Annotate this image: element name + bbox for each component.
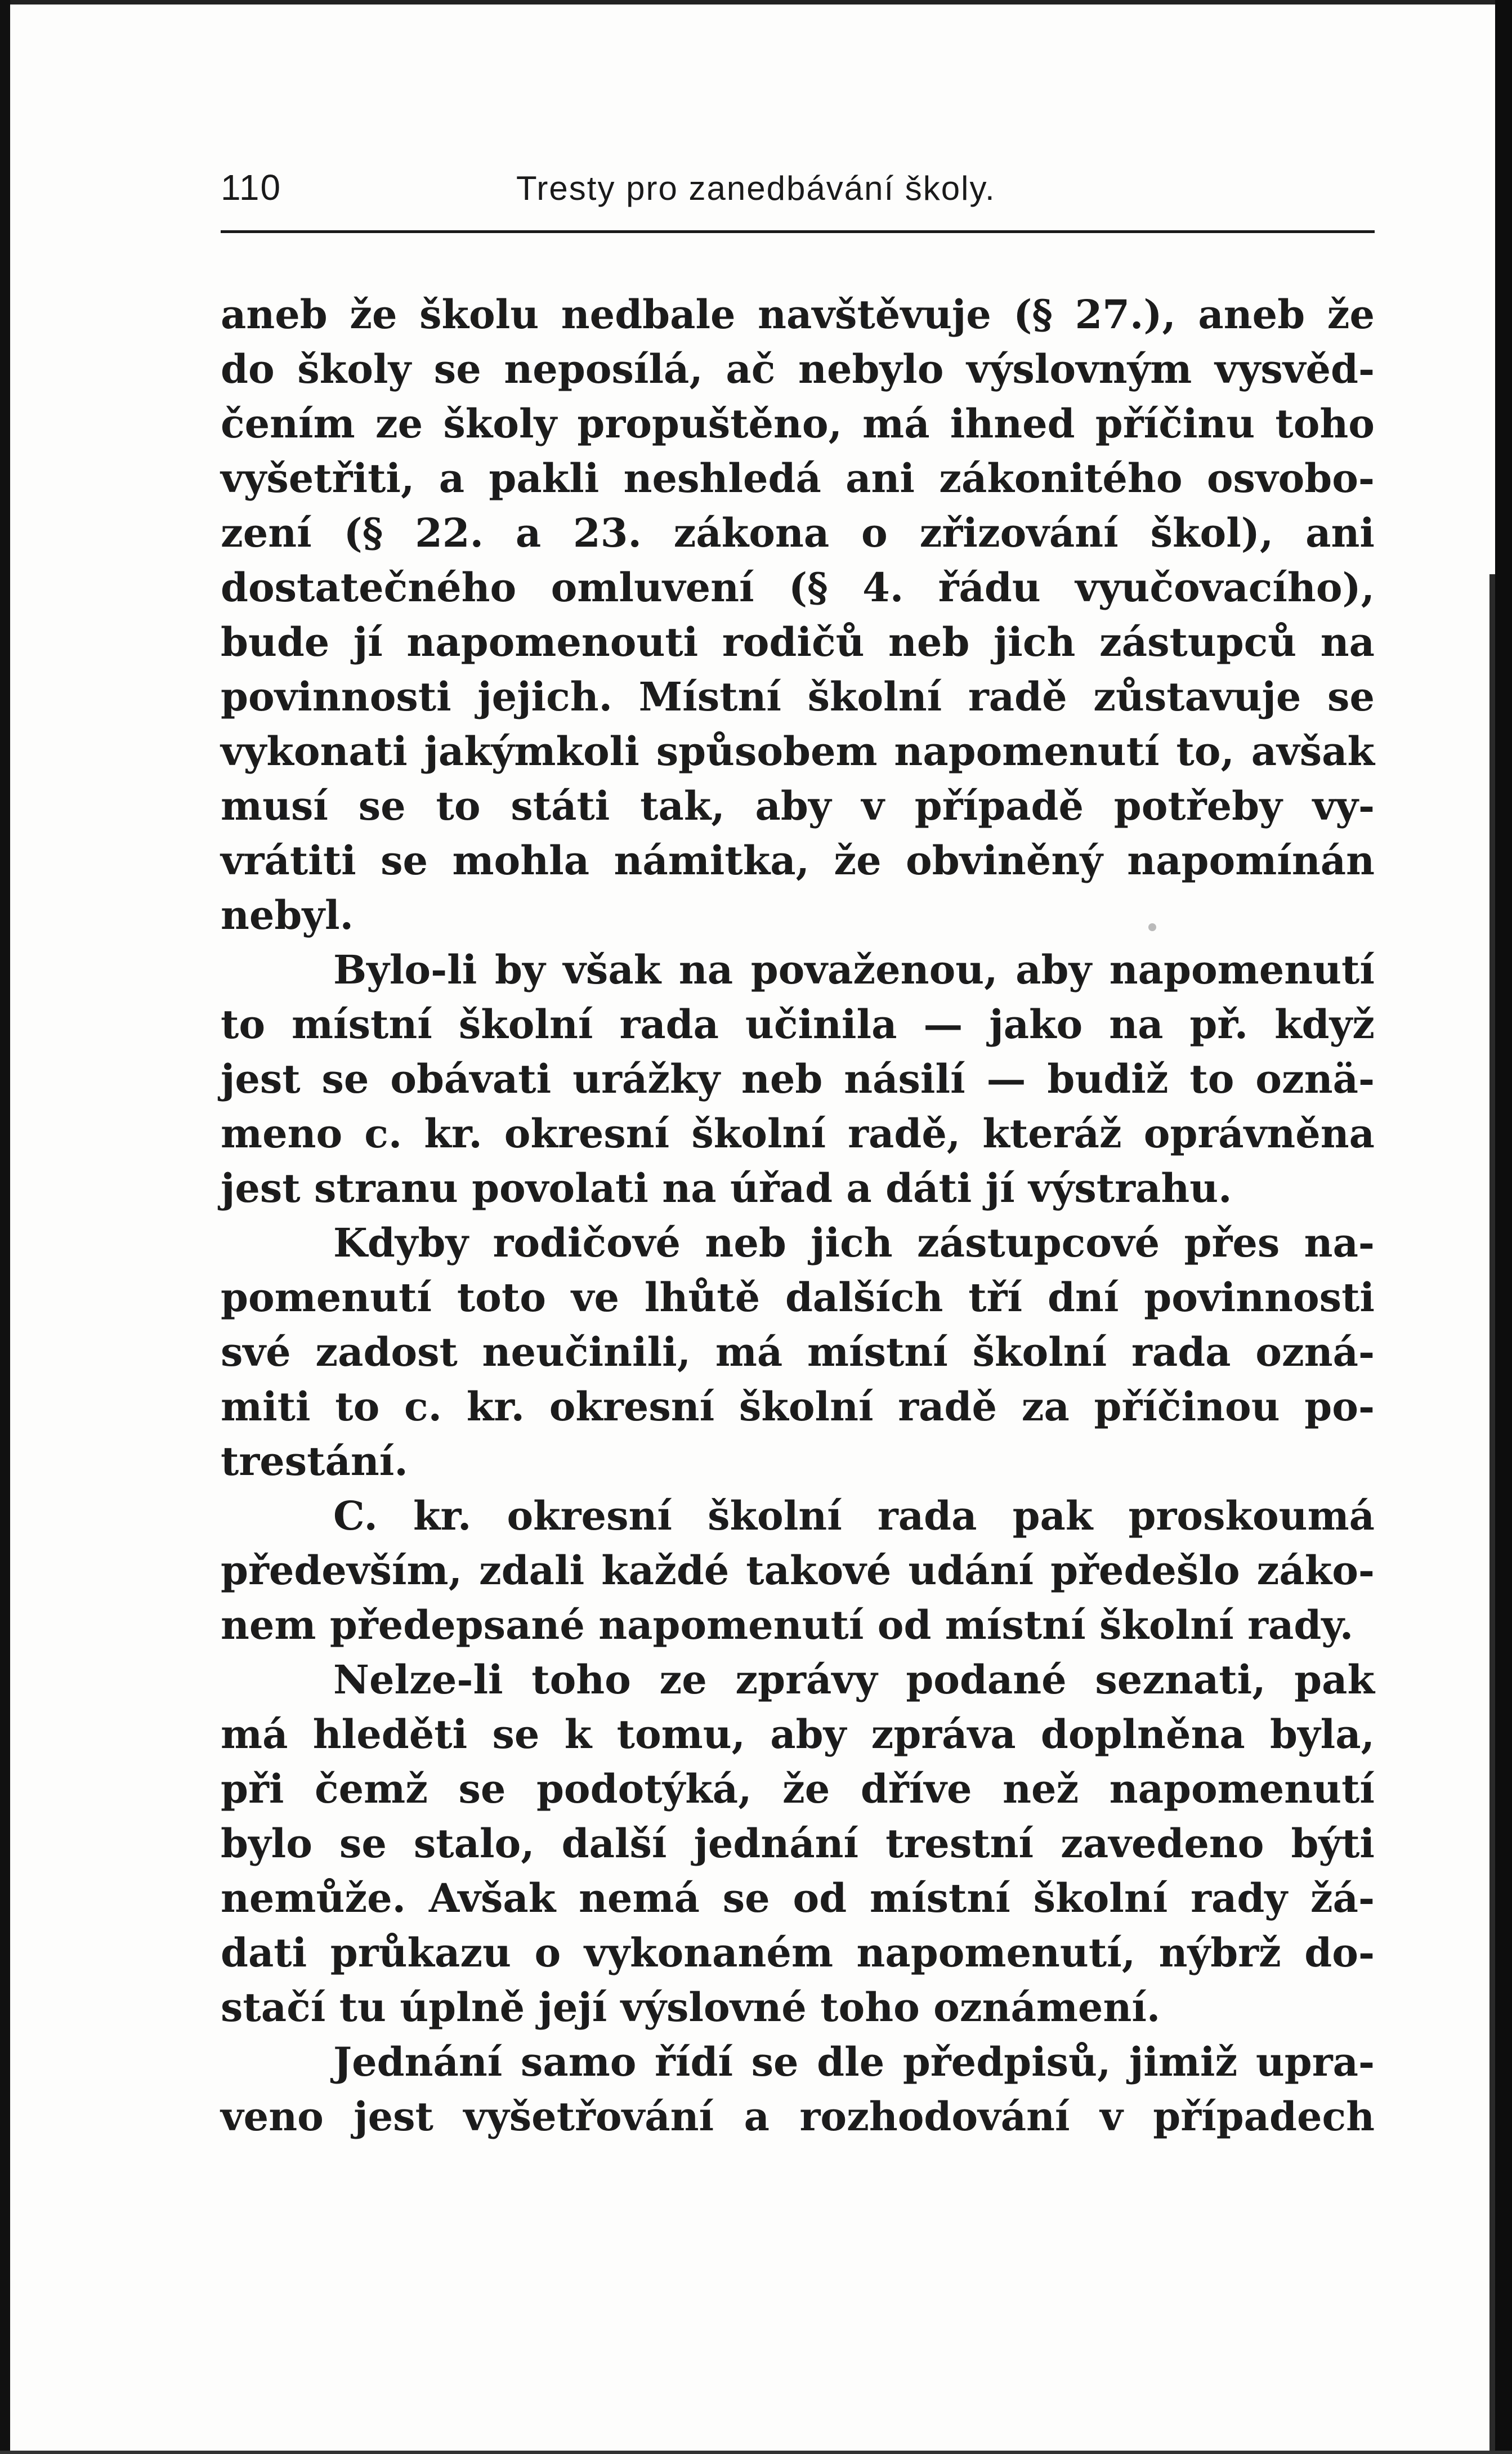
text-line: veno jest vyšetřování a rozhodování v případech: [221, 2093, 1375, 2140]
scan-edge-top: [0, 0, 1512, 5]
text-line: bude jí napomenouti rodičů neb jich zástupců na: [221, 619, 1375, 665]
text-line: jest stranu povolati na úřad a dáti jí výstrahu.: [221, 1165, 1232, 1212]
text-line: trestání.: [221, 1438, 408, 1485]
page-number: 110: [221, 167, 282, 208]
text-line: miti to c. kr. okresní školní radě za příčinou po-: [221, 1383, 1375, 1430]
text-line: při čemž se podotýká, že dříve než napomenutí: [221, 1765, 1375, 1812]
text-line: zení (§ 22. a 23. zákona o zřizování škol), ani: [221, 509, 1375, 556]
scan-edge-shadow: [1489, 574, 1495, 2454]
paragraph-start-line: Bylo-li by však na považenou, aby napomenutí: [333, 946, 1375, 993]
paragraph-start-line: Nelze-li toho ze zprávy podané seznati, pak: [333, 1656, 1375, 1703]
text-line: jest se obávati urážky neb násilí — budiž to oznä-: [221, 1056, 1375, 1102]
text-line: bylo se stalo, další jednání trestní zavedeno býti: [221, 1820, 1375, 1867]
text-line: vyšetřiti, a pakli neshledá ani zákonitého osvobo-: [221, 455, 1375, 502]
text-line: má hleděti se k tomu, aby zpráva doplněna byla,: [221, 1711, 1375, 1758]
scan-edge-bottom: [0, 2451, 1512, 2454]
text-line: dostatečného omluvení (§ 4. řádu vyučovacího),: [221, 564, 1375, 611]
text-line: vrátiti se mohla námitka, že obviněný napomínán: [221, 837, 1375, 884]
text-line: nem předepsané napomenutí od místní školní rady.: [221, 1602, 1354, 1648]
scan-speck: [1148, 923, 1156, 931]
scan-edge-right: [1495, 0, 1512, 2454]
text-line: své zadost neučinili, má místní školní rada ozná-: [221, 1329, 1375, 1375]
text-line: musí se to státi tak, aby v případě potřeby vy-: [221, 783, 1375, 829]
scan-edge-left: [0, 0, 10, 2454]
text-line: především, zdali každé takové udání předešlo záko-: [221, 1547, 1375, 1594]
text-line: aneb že školu nedbale navštěvuje (§ 27.), aneb že: [221, 291, 1375, 338]
paragraph-start-line: C. kr. okresní školní rada pak proskoumá: [333, 1492, 1375, 1539]
text-line: pomenutí toto ve lhůtě dalších tří dní povinnosti: [221, 1274, 1375, 1321]
text-line: meno c. kr. okresní školní radě, kteráž oprávněna: [221, 1110, 1375, 1157]
paragraph-start-line: Jednání samo řídí se dle předpisů, jimiž upra-: [333, 2039, 1375, 2085]
header-rule: [221, 230, 1375, 233]
text-line: nebyl.: [221, 892, 354, 938]
paragraph-start-line: Kdyby rodičové neb jich zástupcové přes na-: [333, 1219, 1375, 1266]
body-text: [221, 287, 1375, 2144]
page-header: [221, 167, 1375, 229]
running-title: Tresty pro zanedbávání školy.: [516, 169, 996, 207]
text-line: dati průkazu o vykonaném napomenutí, nýbrž do-: [221, 1929, 1375, 1976]
text-line: do školy se neposílá, ač nebylo výslovným vysvěd-: [221, 346, 1375, 392]
text-line: čením ze školy propuštěno, má ihned příčinu toho: [221, 400, 1375, 447]
text-line: stačí tu úplně její výslovné toho oznámení.: [221, 1984, 1161, 2031]
text-line: nemůže. Avšak nemá se od místní školní rady žá-: [221, 1875, 1375, 1921]
text-line: to místní školní rada učinila — jako na př. když: [221, 1001, 1375, 1048]
text-line: vykonati jakýmkoli spůsobem napomenutí to, avšak: [221, 728, 1375, 775]
text-line: povinnosti jejich. Místní školní radě zůstavuje se: [221, 673, 1375, 720]
